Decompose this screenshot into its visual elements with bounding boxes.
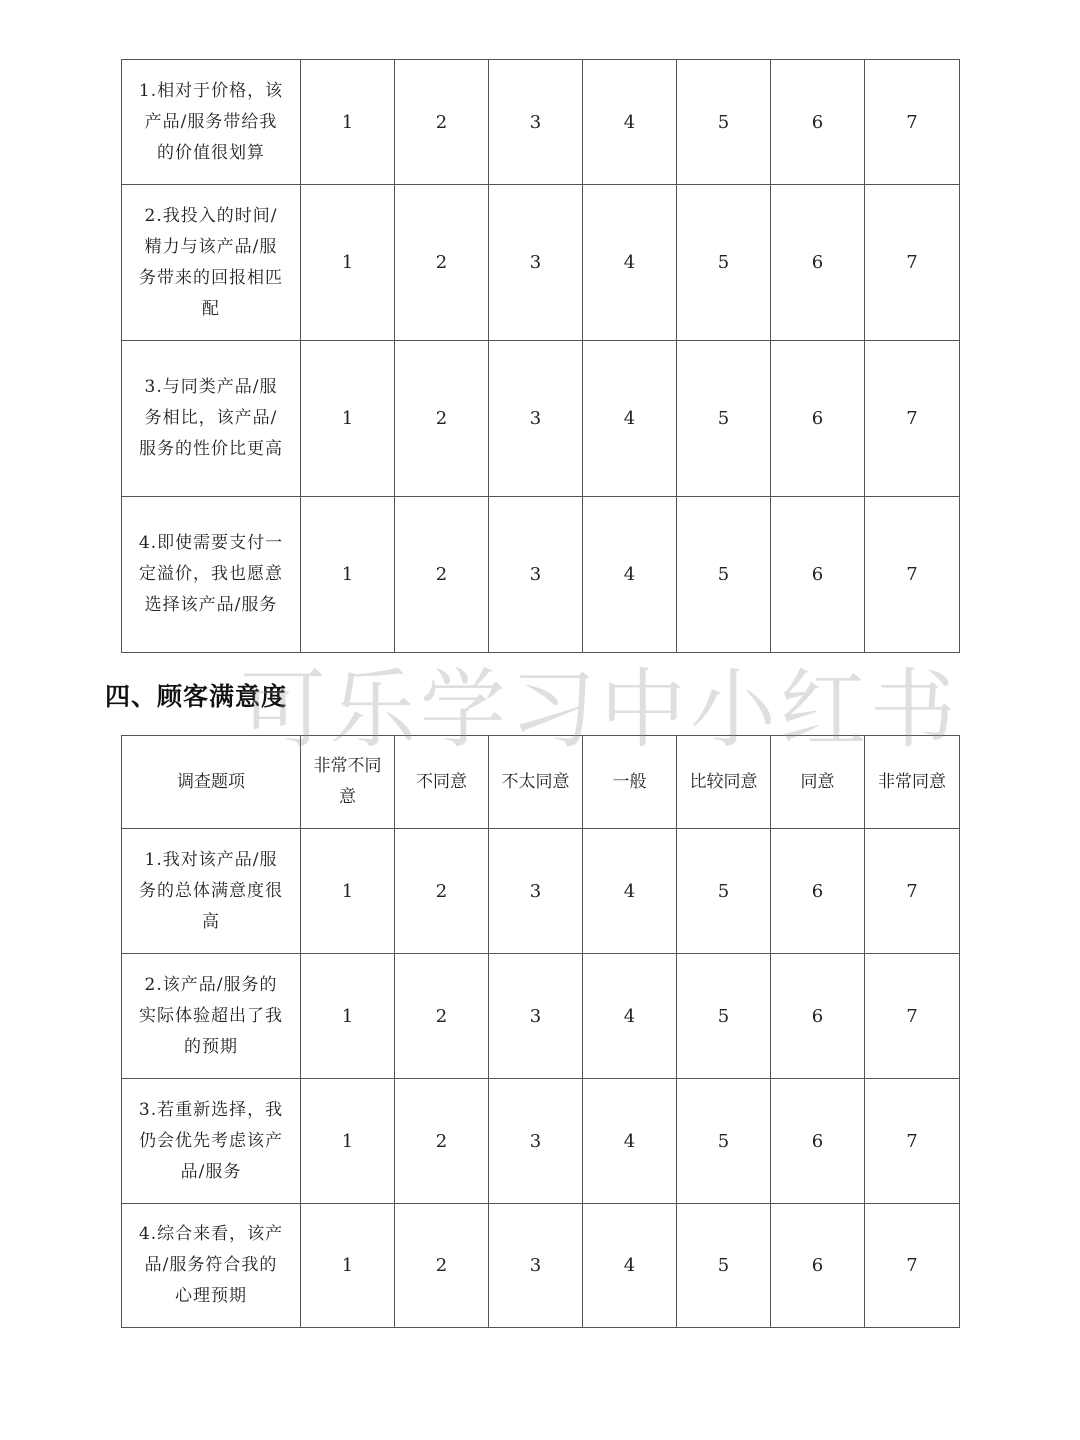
question-cell: 4.即使需要支付一定溢价，我也愿意选择该产品/服务 bbox=[122, 497, 301, 653]
table-row bbox=[122, 341, 960, 497]
scale-value-cell: 6 bbox=[771, 185, 865, 341]
scale-value-cell: 2 bbox=[395, 185, 489, 341]
scale-value-cell: 1 bbox=[301, 341, 395, 497]
table-row bbox=[122, 829, 960, 954]
scale-value-cell: 7 bbox=[865, 1204, 960, 1328]
scale-value-cell: 4 bbox=[583, 829, 677, 954]
scale-value-cell: 7 bbox=[865, 1079, 960, 1204]
scale-value-cell: 4 bbox=[583, 341, 677, 497]
table-row bbox=[122, 954, 960, 1079]
scale-value-cell: 6 bbox=[771, 829, 865, 954]
table-row bbox=[122, 60, 960, 185]
scale-value-cell: 3 bbox=[489, 497, 583, 653]
header-scale-label: 比较同意 bbox=[677, 736, 771, 829]
table-row bbox=[122, 1204, 960, 1328]
scale-value-cell: 7 bbox=[865, 185, 960, 341]
header-item-column: 调查题项 bbox=[122, 736, 301, 829]
question-cell: 4.综合来看，该产品/服务符合我的心理预期 bbox=[122, 1204, 301, 1328]
scale-value-cell: 2 bbox=[395, 954, 489, 1079]
header-scale-label: 同意 bbox=[771, 736, 865, 829]
header-scale-label: 非常同意 bbox=[865, 736, 960, 829]
scale-value-cell: 6 bbox=[771, 1079, 865, 1204]
scale-value-cell: 5 bbox=[677, 1079, 771, 1204]
scale-value-cell: 7 bbox=[865, 829, 960, 954]
scale-value-cell: 6 bbox=[771, 1204, 865, 1328]
question-cell: 2.我投入的时间/精力与该产品/服务带来的回报相匹配 bbox=[122, 185, 301, 341]
scale-value-cell: 2 bbox=[395, 341, 489, 497]
scale-value-cell: 7 bbox=[865, 60, 960, 185]
table-row bbox=[122, 185, 960, 341]
watermark: 可乐学习中小红书 bbox=[240, 660, 960, 760]
scale-value-cell: 4 bbox=[583, 185, 677, 341]
survey-table-perceived-value bbox=[121, 59, 960, 653]
scale-value-cell: 4 bbox=[583, 60, 677, 185]
header-scale-label: 不同意 bbox=[395, 736, 489, 829]
scale-value-cell: 5 bbox=[677, 829, 771, 954]
scale-value-cell: 4 bbox=[583, 1204, 677, 1328]
scale-value-cell: 1 bbox=[301, 1079, 395, 1204]
scale-value-cell: 7 bbox=[865, 954, 960, 1079]
scale-value-cell: 6 bbox=[771, 954, 865, 1079]
scale-value-cell: 1 bbox=[301, 954, 395, 1079]
scale-value-cell: 1 bbox=[301, 497, 395, 653]
scale-value-cell: 2 bbox=[395, 829, 489, 954]
scale-value-cell: 4 bbox=[583, 497, 677, 653]
scale-value-cell: 3 bbox=[489, 1204, 583, 1328]
question-cell: 3.若重新选择，我仍会优先考虑该产品/服务 bbox=[122, 1079, 301, 1204]
scale-value-cell: 3 bbox=[489, 829, 583, 954]
question-cell: 1.我对该产品/服务的总体满意度很高 bbox=[122, 829, 301, 954]
scale-value-cell: 6 bbox=[771, 497, 865, 653]
scale-value-cell: 7 bbox=[865, 497, 960, 653]
scale-value-cell: 2 bbox=[395, 1204, 489, 1328]
scale-value-cell: 3 bbox=[489, 341, 583, 497]
scale-value-cell: 5 bbox=[677, 497, 771, 653]
scale-value-cell: 5 bbox=[677, 1204, 771, 1328]
scale-value-cell: 6 bbox=[771, 60, 865, 185]
header-scale-label: 不太同意 bbox=[489, 736, 583, 829]
scale-value-cell: 2 bbox=[395, 497, 489, 653]
scale-value-cell: 1 bbox=[301, 60, 395, 185]
question-cell: 1.相对于价格，该产品/服务带给我的价值很划算 bbox=[122, 60, 301, 185]
scale-value-cell: 4 bbox=[583, 1079, 677, 1204]
scale-value-cell: 5 bbox=[677, 341, 771, 497]
table-header-row bbox=[122, 736, 960, 829]
scale-value-cell: 3 bbox=[489, 185, 583, 341]
scale-value-cell: 5 bbox=[677, 954, 771, 1079]
question-cell: 3.与同类产品/服务相比，该产品/服务的性价比更高 bbox=[122, 341, 301, 497]
scale-value-cell: 2 bbox=[395, 60, 489, 185]
scale-value-cell: 1 bbox=[301, 1204, 395, 1328]
scale-value-cell: 5 bbox=[677, 60, 771, 185]
scale-value-cell: 3 bbox=[489, 60, 583, 185]
scale-value-cell: 7 bbox=[865, 341, 960, 497]
survey-table-satisfaction bbox=[121, 735, 960, 1328]
table-row bbox=[122, 497, 960, 653]
scale-value-cell: 1 bbox=[301, 829, 395, 954]
scale-value-cell: 5 bbox=[677, 185, 771, 341]
section-title: 四、顾客满意度 bbox=[105, 682, 288, 711]
table-row bbox=[122, 1079, 960, 1204]
scale-value-cell: 6 bbox=[771, 341, 865, 497]
scale-value-cell: 3 bbox=[489, 954, 583, 1079]
scale-value-cell: 4 bbox=[583, 954, 677, 1079]
header-scale-label: 一般 bbox=[583, 736, 677, 829]
scale-value-cell: 1 bbox=[301, 185, 395, 341]
header-scale-label: 非常不同意 bbox=[301, 736, 395, 829]
scale-value-cell: 3 bbox=[489, 1079, 583, 1204]
question-cell: 2.该产品/服务的实际体验超出了我的预期 bbox=[122, 954, 301, 1079]
scale-value-cell: 2 bbox=[395, 1079, 489, 1204]
